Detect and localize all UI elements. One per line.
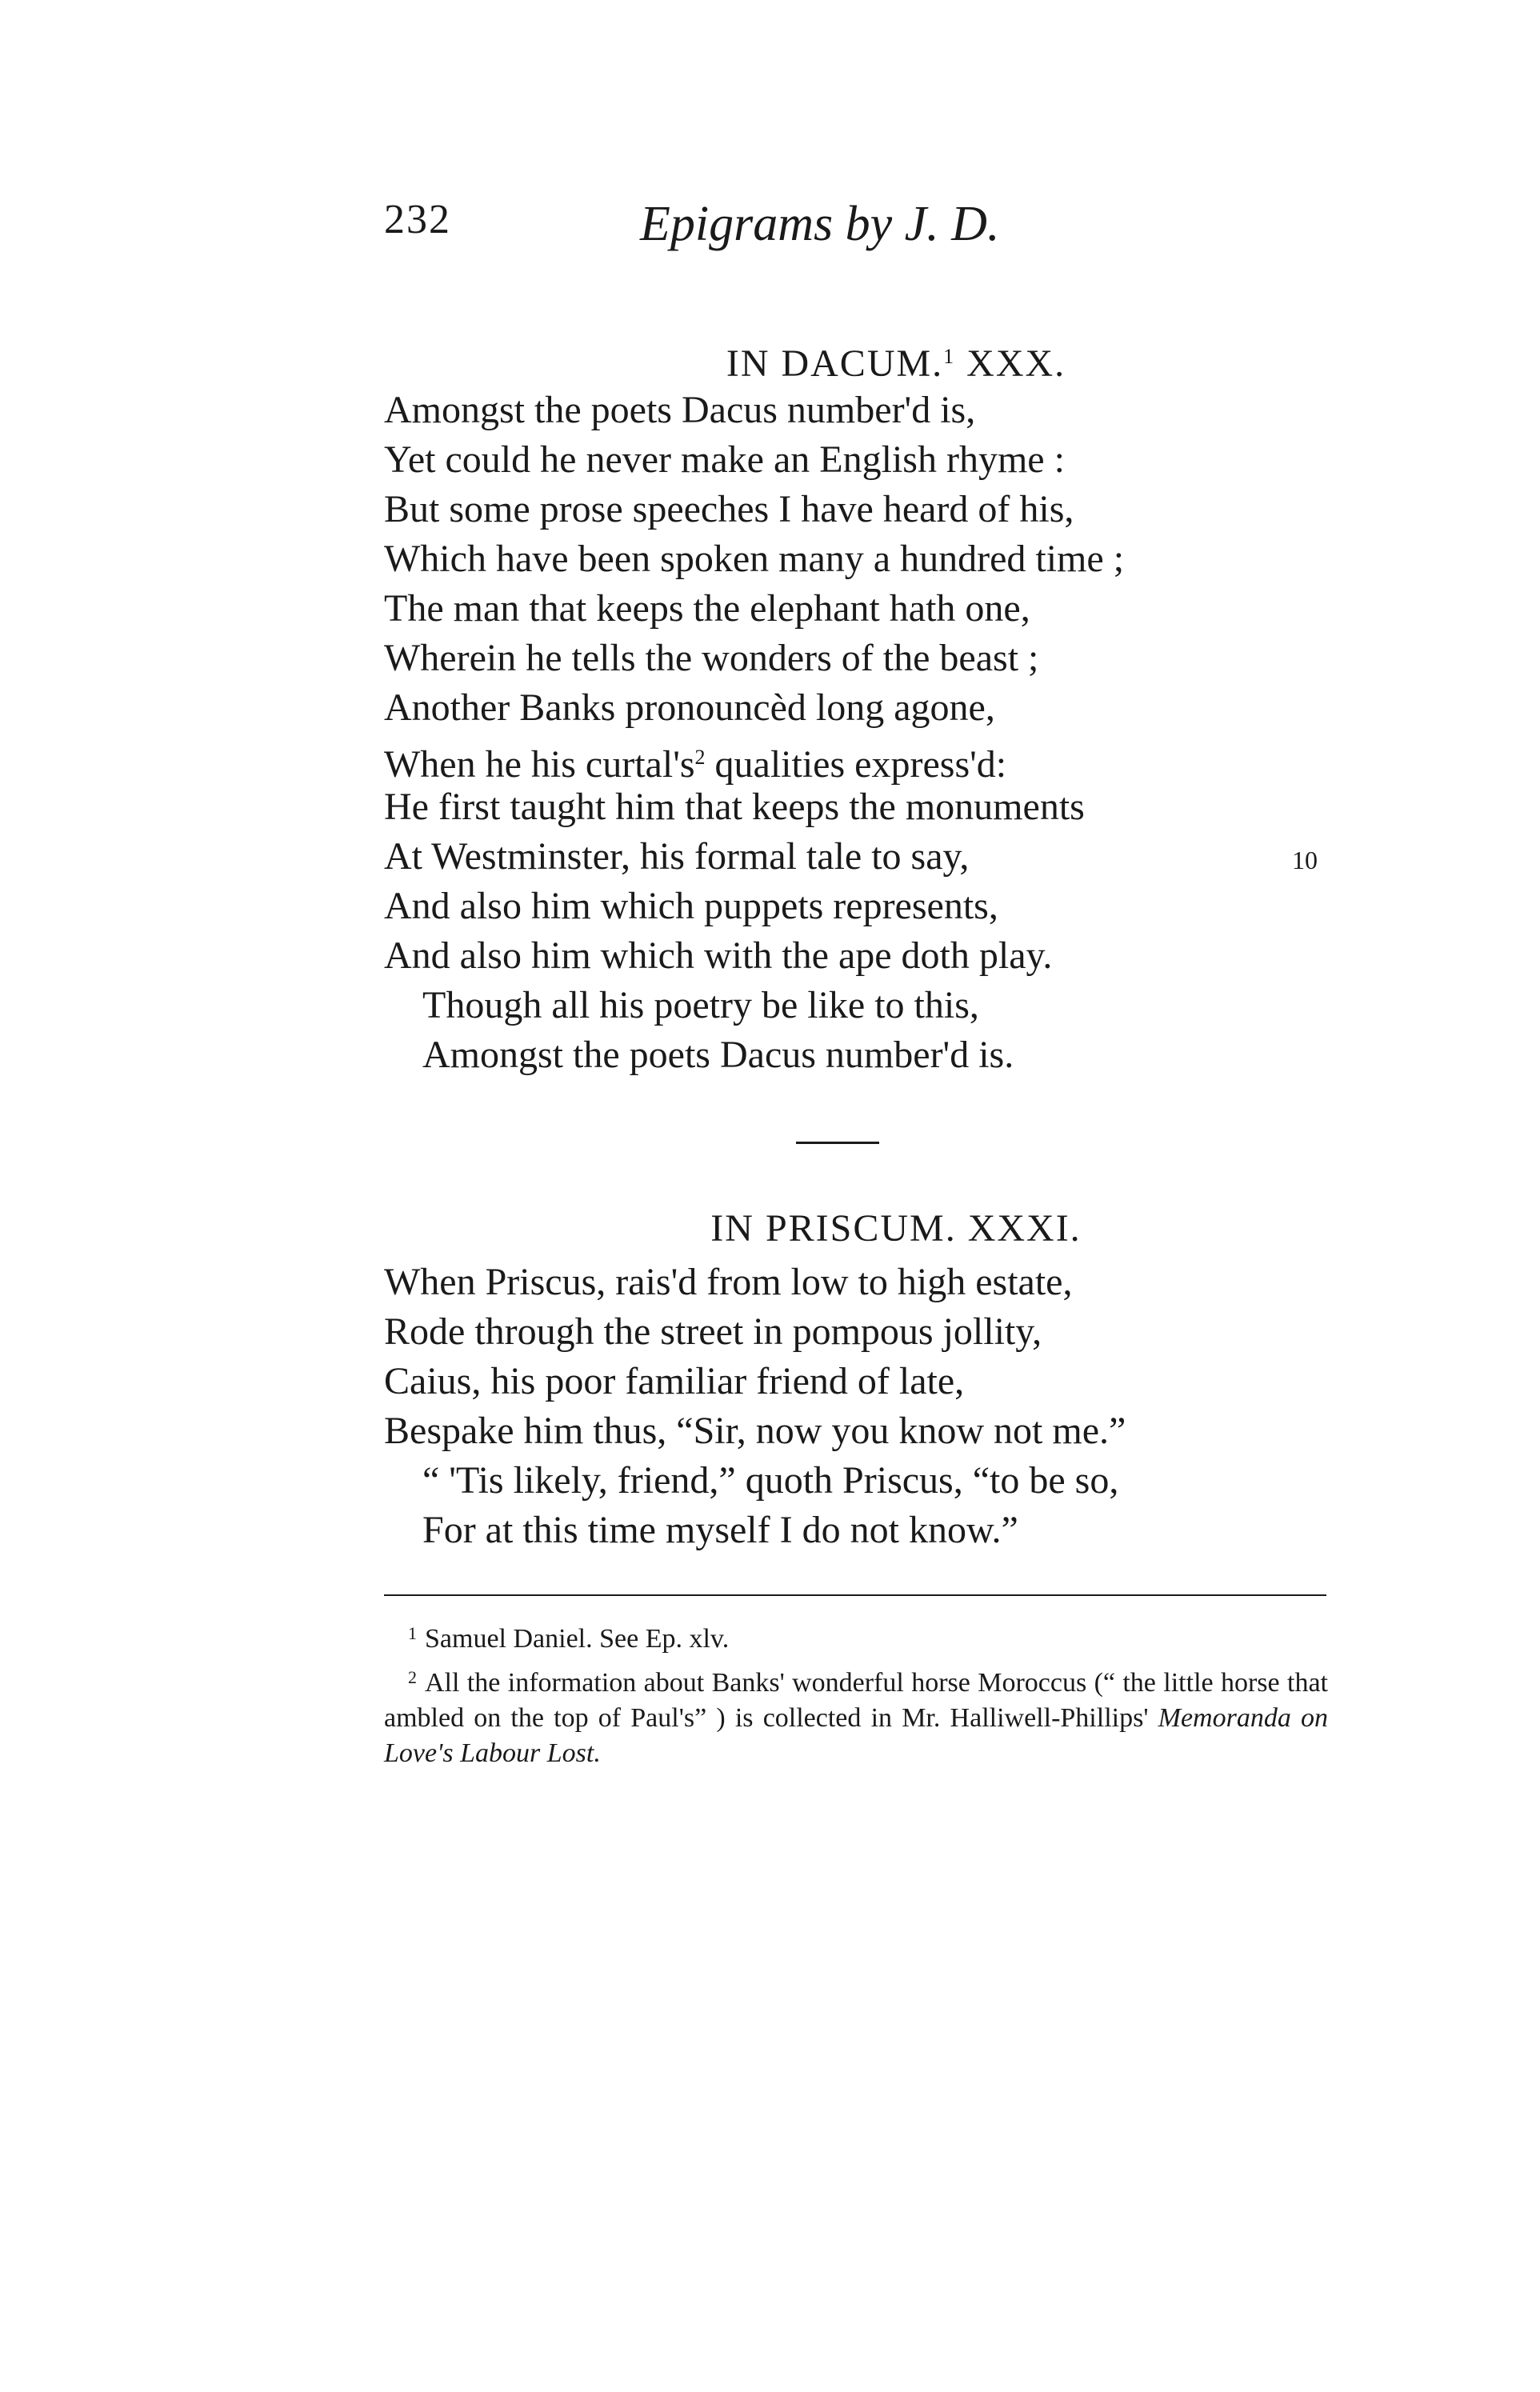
footnote-ref-2: 2 bbox=[694, 746, 706, 769]
verse-line-start: When he his curtal's bbox=[384, 743, 695, 786]
verse-line: Wherein he tells the wonders of the beast ; bbox=[384, 637, 1039, 679]
page-number: 232 bbox=[384, 197, 451, 242]
poem-title-text: IN DACUM. bbox=[726, 342, 944, 385]
running-title: Epigrams by J. D. bbox=[640, 197, 1000, 251]
verse-line: Yet could he never make an English rhyme : bbox=[384, 438, 1065, 481]
footnote-1 bbox=[384, 1616, 1328, 1657]
verse-line: For at this time myself I do not know.” bbox=[422, 1509, 1018, 1551]
verse-line: He first taught him that keeps the monuments bbox=[384, 786, 1085, 828]
verse-line: Rode through the street in pompous jollity, bbox=[384, 1310, 1042, 1353]
verse-line bbox=[384, 832, 1344, 882]
verse-line: “ 'Tis likely, friend,” quoth Priscus, “to be so, bbox=[422, 1459, 1119, 1502]
running-head bbox=[384, 196, 1312, 260]
line-number: 10 bbox=[1292, 846, 1318, 874]
verse-line: Though all his poetry be like to this, bbox=[422, 984, 979, 1026]
poem-number: XXX. bbox=[966, 342, 1066, 385]
verse-line bbox=[384, 733, 1344, 786]
poem-title bbox=[496, 328, 1296, 386]
verse-line: But some prose speeches I have heard of his, bbox=[384, 488, 1074, 530]
verse-line: And also him which puppets represents, bbox=[384, 885, 998, 927]
verse-line: Which have been spoken many a hundred time ; bbox=[384, 538, 1125, 580]
verse-line: The man that keeps the elephant hath one, bbox=[384, 587, 1030, 630]
footnote-text: All the information about Banks' wonderful horse Moroccus (“ the little horse that ambled on the top of Paul's” ) is collected in Mr. Halliwell-Phillips' bbox=[384, 1668, 1328, 1733]
verse-line: Amongst the poets Dacus number'd is. bbox=[422, 1034, 1014, 1076]
verse-line: When Priscus, rais'd from low to high estate, bbox=[384, 1261, 1073, 1303]
verse-line: Another Banks pronouncèd long agone, bbox=[384, 686, 995, 729]
verse-line-text: At Westminster, his formal tale to say, bbox=[384, 835, 970, 878]
verse-line: And also him which with the ape doth play. bbox=[384, 934, 1053, 977]
poem-number: XXXI. bbox=[967, 1207, 1082, 1250]
footnote-marker: 2 bbox=[408, 1667, 417, 1687]
poem-in-dacum bbox=[384, 328, 1344, 1080]
footnote-italic-title: Memoranda on Love's Labour Lost. bbox=[384, 1703, 1328, 1768]
verse-line-end: qualities express'd: bbox=[714, 743, 1007, 786]
section-divider bbox=[796, 1142, 879, 1144]
footnote-marker: 1 bbox=[408, 1623, 417, 1643]
verse-line: Bespake him thus, “Sir, now you know not me.” bbox=[384, 1410, 1126, 1452]
footnote-text: Samuel Daniel. See Ep. xlv. bbox=[425, 1624, 730, 1654]
footnote-2 bbox=[384, 1660, 1328, 1771]
poem-in-priscum bbox=[384, 1200, 1344, 1555]
poem-title-text: IN PRISCUM. bbox=[710, 1207, 957, 1250]
verse-line: Amongst the poets Dacus number'd is, bbox=[384, 389, 976, 431]
footnote-rule bbox=[384, 1594, 1326, 1596]
poem-title bbox=[496, 1200, 1296, 1258]
footnotes bbox=[384, 1616, 1328, 1774]
footnote-ref-1: 1 bbox=[943, 345, 956, 368]
verse-line: Caius, his poor familiar friend of late, bbox=[384, 1360, 965, 1402]
